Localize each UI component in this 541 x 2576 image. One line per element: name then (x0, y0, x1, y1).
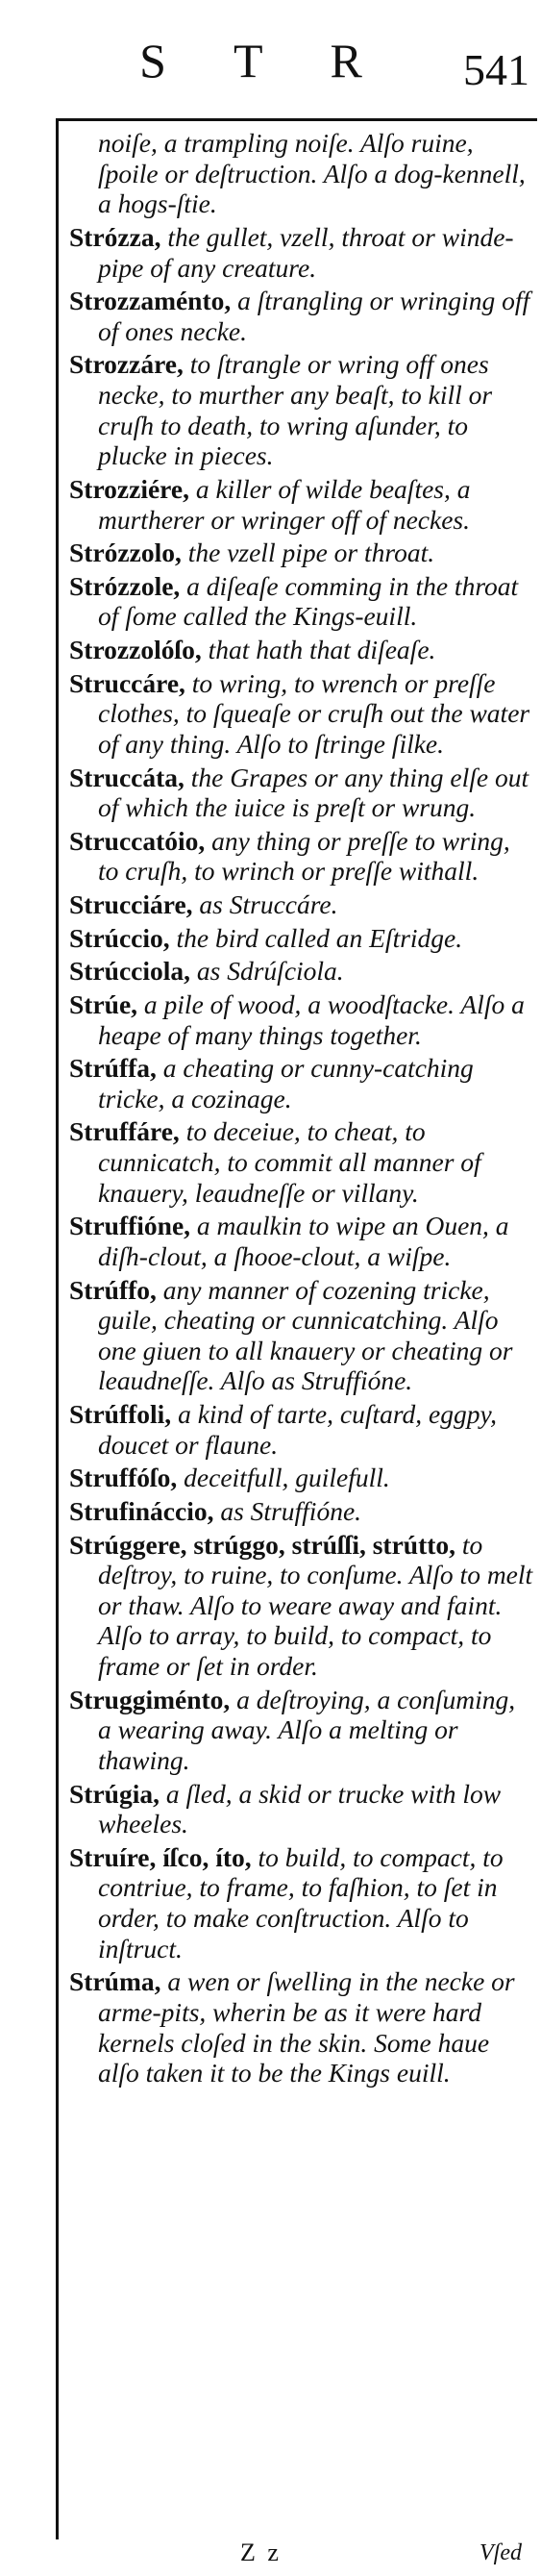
entry-definition: a killer of wilde beaſtes, a murtherer or wringer off of neckes. (98, 473, 471, 535)
entry-definition: a pile of wood, a woodſtacke. Alſo a heape of many things together. (98, 988, 525, 1050)
entry-definition: to build, to compact, to contriue, to frame, to faſhion, to ſet in order, to make conſtruction. Alſo to inſtruct. (98, 1841, 504, 1963)
entry-headword: Strúgia, (69, 1778, 160, 1809)
entry-headword: Strúffo, (69, 1274, 157, 1305)
dictionary-entry (69, 1211, 534, 1271)
entry-definition: a ſtrangling or wringing off of ones necke. (98, 286, 530, 346)
entry-definition: as Struffióne. (220, 1495, 362, 1526)
entry-headword: Struccatóio, (69, 825, 206, 856)
entry-definition: the Grapes or any thing elſe out of which the iuice is preſt or wrung. (98, 762, 529, 823)
entry-definition: a ſled, a skid or trucke with low wheeles. (98, 1778, 502, 1839)
entry-headword: Struggiménto, (69, 1684, 231, 1714)
entry-headword: Strúccio, (69, 922, 170, 953)
entry-headword: Struffóſo, (69, 1463, 178, 1493)
dictionary-entry (69, 128, 534, 219)
dictionary-entry (69, 538, 534, 568)
entry-headword: Struffióne, (69, 1211, 191, 1241)
dictionary-entry (69, 956, 534, 987)
entry-headword: Strozzáre, (69, 349, 184, 380)
dictionary-entry (69, 1842, 534, 1964)
dictionary-entry (69, 1685, 534, 1776)
entry-headword: Strúffoli, (69, 1399, 172, 1429)
dictionary-entry (69, 286, 534, 346)
entry-headword: Strúffa, (69, 1053, 157, 1084)
entry-definition: that hath that diſeaſe. (208, 635, 436, 664)
entry-definition: the bird called an Eſtridge. (176, 922, 463, 953)
dictionary-entry (69, 923, 534, 954)
header-letters (60, 33, 444, 88)
dictionary-entry (69, 571, 534, 632)
entry-headword: Strózzolo, (69, 538, 182, 568)
dictionary-entry (69, 635, 534, 665)
dictionary-entry (69, 1779, 534, 1839)
entry-headword: Struíre, íſco, íto, (69, 1841, 252, 1872)
entry-definition: a deſtroying, a conſuming, a wearing away. Alſo a melting or thawing. (98, 1684, 516, 1775)
entry-definition: a kind of tarte, cuſtard, eggpy, doucet or flaune. (98, 1399, 498, 1460)
entry-definition: any thing or preſſe to wring, to cruſh, to wrinch or preſſe withall. (98, 825, 510, 887)
entry-headword: Struccáre, (69, 667, 185, 698)
entry-headword: Strúggere, strúggo, strúſſi, strútto, (69, 1529, 456, 1560)
entry-definition: as Struccáre. (199, 889, 338, 919)
signature-mark: Z z (240, 2538, 282, 2566)
dictionary-entry (69, 222, 534, 283)
dictionary-entry (69, 1275, 534, 1397)
entry-definition: to deceiue, to cheat, to cunnicatch, to commit all manner of knauery, leaudneſſe or villany. (98, 1116, 481, 1208)
entry-definition: noiſe, a trampling noiſe. Alſo ruine, ſpoile or deſtruction. Alſo a dog-kennell, a hogs-ſtie. (98, 128, 526, 219)
dictionary-entry (69, 1399, 534, 1460)
entry-headword: Strozzaménto, (69, 286, 232, 316)
dictionary-column (69, 128, 534, 2091)
dictionary-entry (69, 474, 534, 535)
dictionary-entry (69, 889, 534, 920)
dictionary-entry (69, 668, 534, 760)
entry-headword: Strózzole, (69, 570, 181, 601)
entry-definition: a diſeaſe comming in the throat of ſome called the Kings-euill. (98, 570, 519, 632)
dictionary-entry (69, 763, 534, 823)
dictionary-entry (69, 349, 534, 471)
entry-headword: Strúcciola, (69, 956, 191, 987)
dictionary-entry (69, 826, 534, 887)
entry-definition: to ſtrangle or wring off ones necke, to murther any beaſt, to kill or cruſh to death, to wring aſunder, to plucke in pieces. (98, 349, 493, 471)
column-rule (56, 118, 59, 2539)
page-footer (0, 2538, 541, 2573)
dictionary-entry (69, 989, 534, 1050)
header-letter: T (233, 34, 265, 88)
entry-definition: to wring, to wrench or preſſe clothes, to ſqueaſe or cruſh out the water of any thing. Alſo to ſtringe ſilke. (98, 667, 530, 759)
dictionary-entry (69, 1116, 534, 1208)
header-rule (56, 118, 537, 121)
entry-definition: a maulkin to wipe an Ouen, a diſh-clout, a ſhooe-clout, a wiſpe. (98, 1211, 509, 1271)
entry-definition: any manner of cozening tricke, guile, cheating or cunnicatching. Alſo one giuen to all knauery or cheating or leaudneſſe. Alſo as Struffióne. (98, 1274, 513, 1396)
entry-headword: Struffáre, (69, 1116, 180, 1147)
dictionary-entry (69, 1463, 534, 1493)
entry-definition: the vzell pipe or throat. (187, 538, 435, 568)
catchword: Vſed (480, 2540, 522, 2565)
entry-headword: Strufináccio, (69, 1495, 214, 1526)
dictionary-entry (69, 1966, 534, 2088)
dictionary-entry (69, 1530, 534, 1682)
entry-headword: Strucciáre, (69, 889, 193, 919)
entry-headword: Strúma, (69, 1966, 161, 1997)
entry-headword: Strózza, (69, 221, 161, 252)
page-number: 541 (463, 45, 529, 94)
entry-definition: the gullet, vzell, throat or winde-pipe of any creature. (98, 221, 514, 283)
entry-definition: deceitfull, guilefull. (184, 1463, 390, 1493)
entry-definition: as Sdrúſciola. (196, 956, 344, 987)
dictionary-entry (69, 1496, 534, 1527)
header-letter: R (330, 34, 364, 88)
running-header (0, 33, 541, 102)
entry-definition: a cheating or cunny-catching tricke, a cozinage. (98, 1053, 474, 1113)
entry-definition: to deſtroy, to ruine, to conſume. Alſo to melt or thaw. Alſo to weare away and faint. Alſo to array, to build, to compact, to frame or ſet in order. (98, 1529, 533, 1681)
entry-definition: a wen or ſwelling in the necke or arme-pits, wherin be as it were hard kernels cloſed in the skin. Some haue alſo taken it to be the Kings euill. (98, 1966, 515, 2088)
entry-headword: Strozzolóſo, (69, 635, 202, 664)
dictionary-entry (69, 1053, 534, 1113)
header-letter: S (139, 34, 168, 88)
entry-headword: Struccáta, (69, 762, 184, 792)
entry-headword: Strozziére, (69, 473, 189, 504)
entry-headword: Strúe, (69, 988, 138, 1019)
